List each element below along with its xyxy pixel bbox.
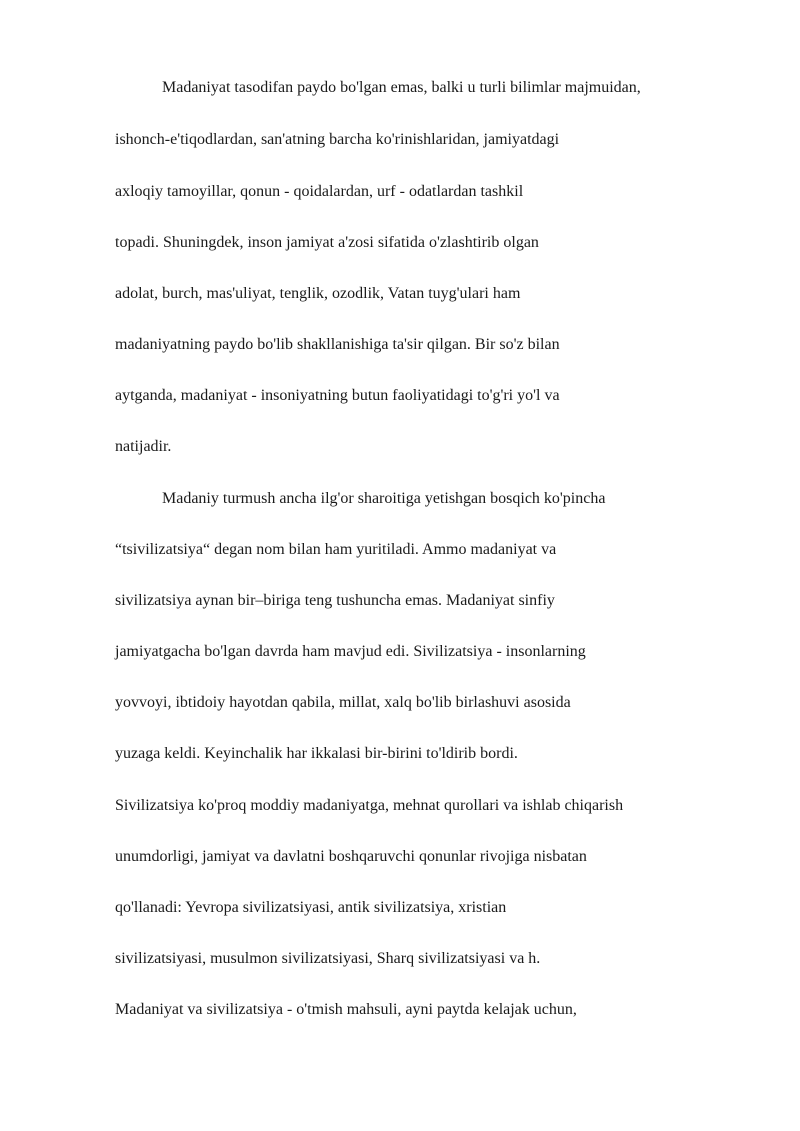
paragraph-2-line-4: jamiyatgacha bo'lgan davrda ham mavjud edi. Sivilizatsiya - insonlarning <box>115 643 586 660</box>
paragraph-2-line-6: yuzaga keldi. Keyinchalik har ikkalasi bir-birini to'ldirib bordi. <box>115 745 518 762</box>
paragraph-1-line-2: ishonch-e'tiqodlardan, san'atning barcha ko'rinishlaridan, jamiyatdagi <box>115 131 560 148</box>
paragraph-2-line-11: Madaniyat va sivilizatsiya - o'tmish mahsuli, ayni paytda kelajak uchun, <box>115 1001 577 1018</box>
paragraph-2-line-7: Sivilizatsiya ko'proq moddiy madaniyatga, mehnat qurollari va ishlab chiqarish <box>115 797 624 814</box>
paragraph-1-line-4: topadi. Shuningdek, inson jamiyat a'zosi sifatida o'zlashtirib olgan <box>115 234 539 251</box>
paragraph-1-line-3: axloqiy tamoyillar, qonun - qoidalardan, urf - odatlardan tashkil <box>115 183 524 200</box>
paragraph-1-line-1: Madaniyat tasodifan paydo bo'lgan emas, balki u turli bilimlar majmuidan, <box>162 79 641 96</box>
paragraph-1-line-6: madaniyatning paydo bo'lib shakllanishiga ta'sir qilgan. Bir so'z bilan <box>115 336 560 353</box>
paragraph-1-line-8: natijadir. <box>115 438 172 455</box>
paragraph-2-line-9: qo'llanadi: Yevropa sivilizatsiyasi, antik sivilizatsiya, xristian <box>115 899 507 916</box>
paragraph-2-line-10: sivilizatsiyasi, musulmon sivilizatsiyasi, Sharq sivilizatsiyasi va h. <box>115 950 541 967</box>
paragraph-2-line-1: Madaniy turmush ancha ilg'or sharoitiga yetishgan bosqich ko'pincha <box>162 490 606 507</box>
paragraph-1-line-5: adolat, burch, mas'uliyat, tenglik, ozodlik, Vatan tuyg'ulari ham <box>115 285 521 302</box>
paragraph-2-line-2: “tsivilizatsiya“ degan nom bilan ham yuritiladi. Ammo madaniyat va <box>115 541 557 558</box>
paragraph-2-line-5: yovvoyi, ibtidoiy hayotdan qabila, millat, xalq bo'lib birlashuvi asosida <box>115 694 571 711</box>
paragraph-2-line-3: sivilizatsiya aynan bir–biriga teng tushuncha emas. Madaniyat sinfiy <box>115 592 555 609</box>
paragraph-2-line-8: unumdorligi, jamiyat va davlatni boshqaruvchi qonunlar rivojiga nisbatan <box>115 848 587 865</box>
paragraph-1-line-7: aytganda, madaniyat - insoniyatning butun faoliyatidagi to'g'ri yo'l va <box>115 387 560 404</box>
